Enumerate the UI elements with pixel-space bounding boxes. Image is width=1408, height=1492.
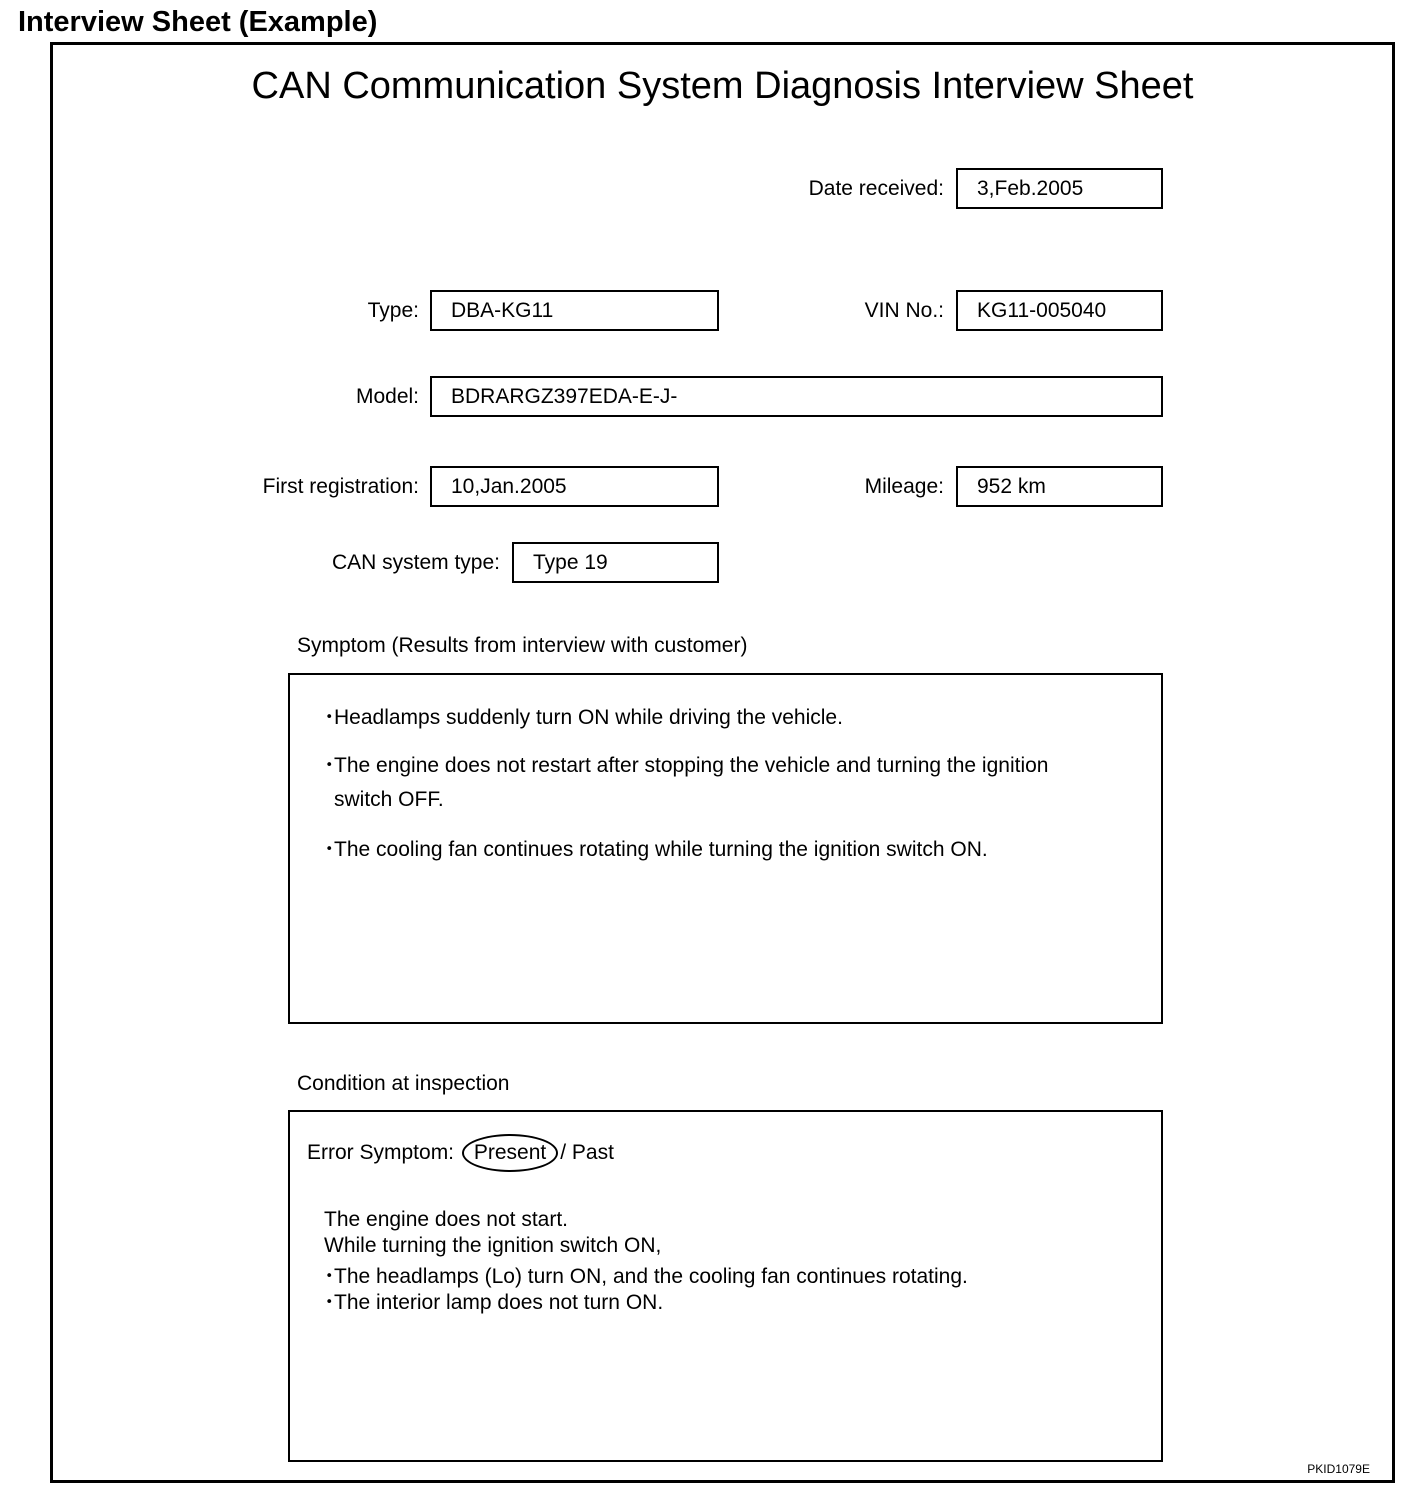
symptom-label: Symptom (Results from interview with customer) xyxy=(297,634,748,657)
bullet-dot: ･ xyxy=(324,706,335,729)
mileage-field: 952 km xyxy=(956,466,1163,507)
bullet-dot: ･ xyxy=(324,1265,335,1288)
bullet-dot: ･ xyxy=(324,754,335,777)
date-received-label: Date received: xyxy=(808,177,944,200)
model-label: Model: xyxy=(355,385,419,408)
bullet-dot: ･ xyxy=(324,1291,335,1314)
symptom-item-continuation: switch OFF. xyxy=(334,788,444,811)
first-registration-field: 10,Jan.2005 xyxy=(430,466,719,507)
first-registration-label: First registration: xyxy=(262,475,419,498)
condition-label: Condition at inspection xyxy=(297,1072,510,1095)
type-field: DBA-KG11 xyxy=(430,290,719,331)
option-past: / Past xyxy=(560,1141,614,1164)
error-symptom-label: Error Symptom: xyxy=(307,1141,455,1164)
symptom-item: ･The engine does not restart after stopping the vehicle and turning the ignition xyxy=(324,749,1048,779)
symptom-item: ･The cooling fan continues rotating while turning the ignition switch ON. xyxy=(324,833,988,863)
error-symptom-row xyxy=(307,1134,614,1172)
condition-bullet-line: ･The interior lamp does not turn ON. xyxy=(324,1286,663,1316)
condition-line: While turning the ignition switch ON, xyxy=(324,1234,662,1257)
symptom-item: ･Headlamps suddenly turn ON while driving the vehicle. xyxy=(324,701,843,731)
vin-field: KG11-005040 xyxy=(956,290,1163,331)
can-system-type-field: Type 19 xyxy=(512,542,719,583)
condition-box xyxy=(288,1110,1163,1462)
condition-line: The engine does not start. xyxy=(324,1208,568,1231)
symptom-box xyxy=(288,673,1163,1024)
interview-sheet-frame xyxy=(50,42,1395,1483)
page-heading: Interview Sheet (Example) xyxy=(18,6,378,38)
figure-code: PKID1079E xyxy=(1307,1462,1370,1476)
option-present-circled: Present xyxy=(462,1134,558,1172)
mileage-label: Mileage: xyxy=(864,475,944,498)
type-label: Type: xyxy=(367,299,419,322)
can-system-type-label: CAN system type: xyxy=(331,551,500,574)
date-received-field: 3,Feb.2005 xyxy=(956,168,1163,209)
vin-label: VIN No.: xyxy=(864,299,944,322)
condition-bullet-line: ･The headlamps (Lo) turn ON, and the cooling fan continues rotating. xyxy=(324,1260,968,1290)
model-field: BDRARGZ397EDA-E-J- xyxy=(430,376,1163,417)
bullet-dot: ･ xyxy=(324,838,335,861)
sheet-title: CAN Communication System Diagnosis Interview Sheet xyxy=(251,65,1194,107)
